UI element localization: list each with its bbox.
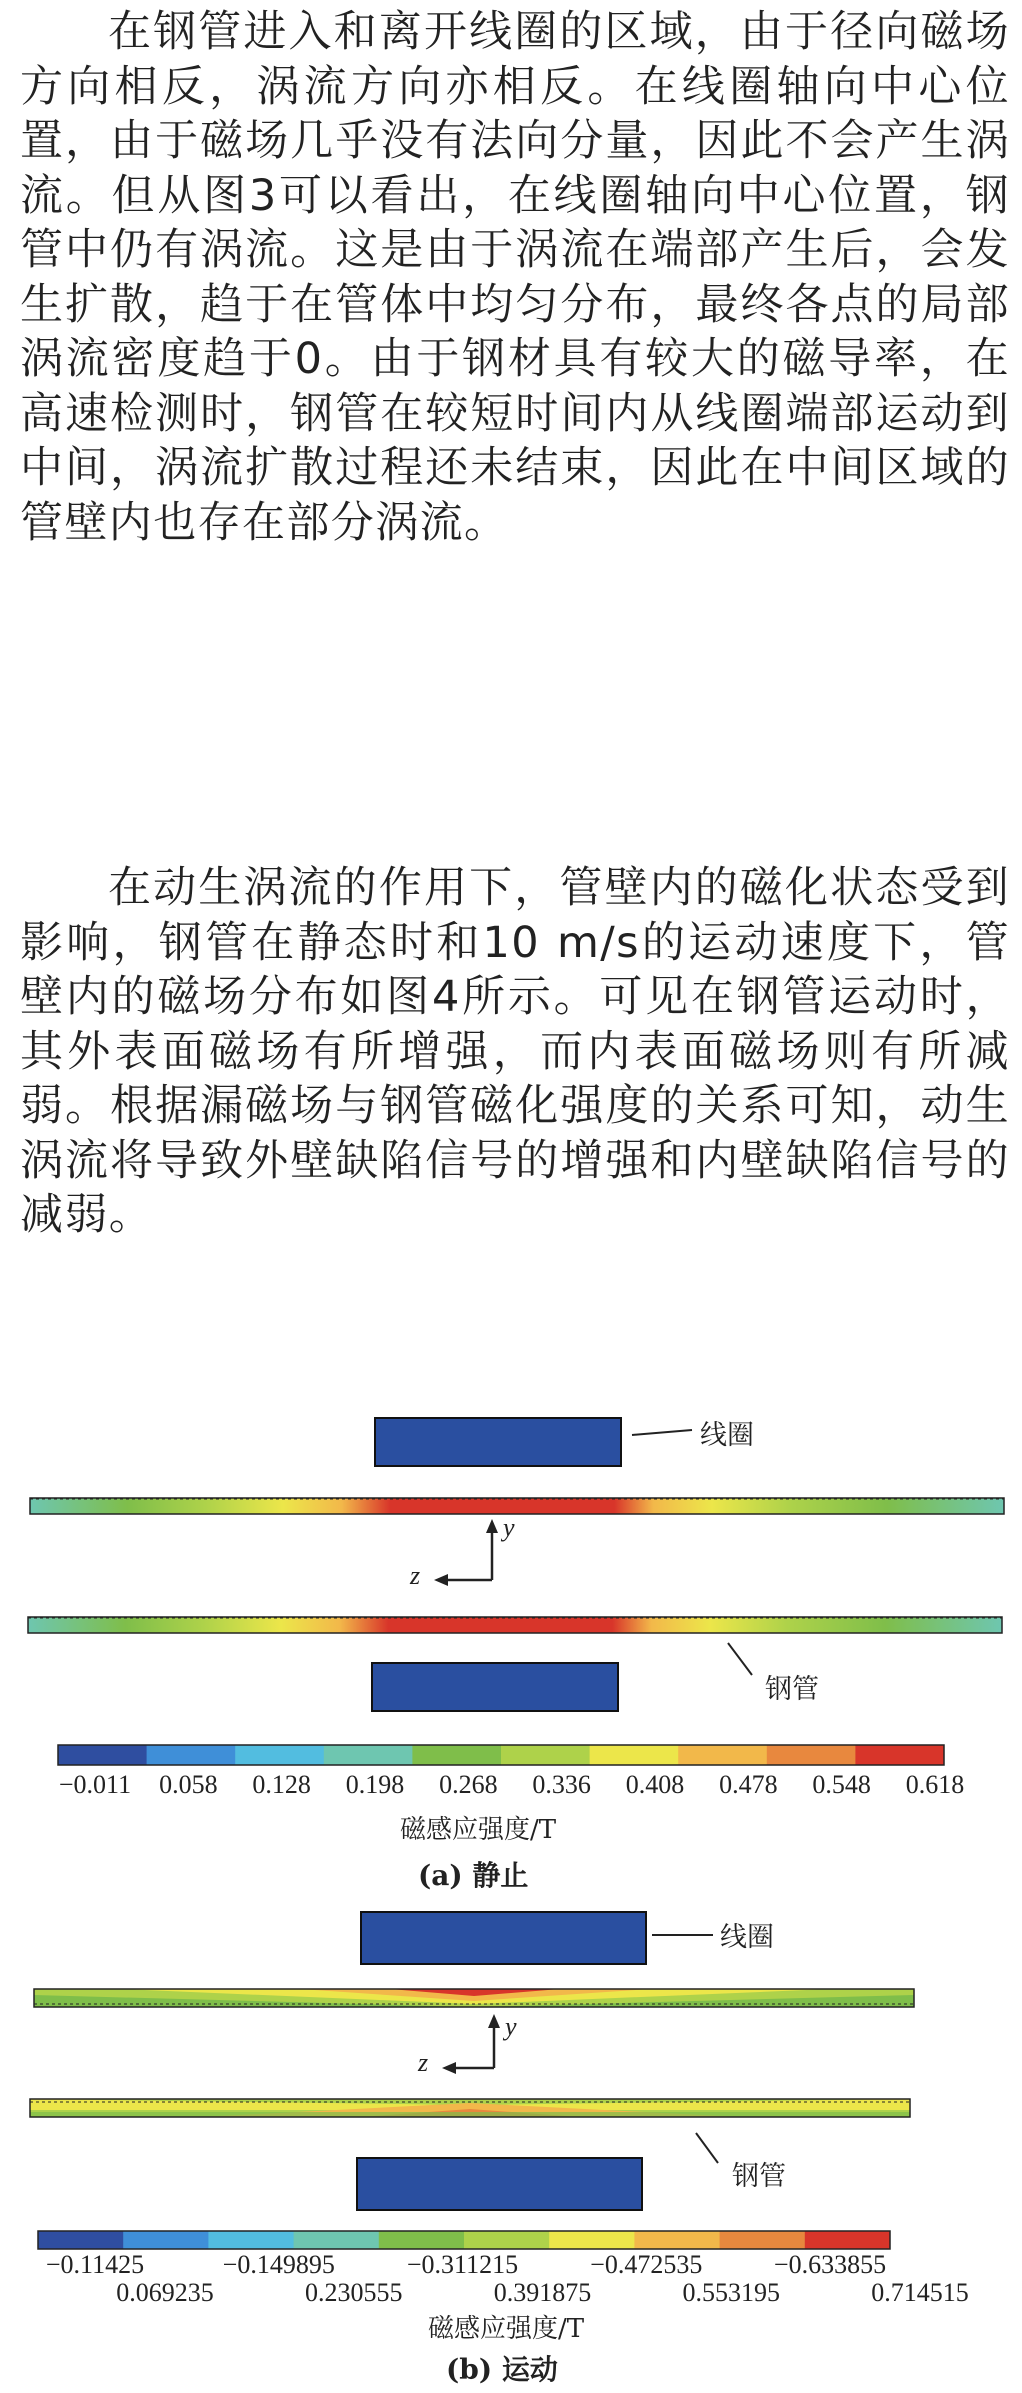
colorbar-segment (855, 1745, 944, 1765)
colorbar-a-tick-label: 0.336 (532, 1770, 591, 1799)
colorbar-segment (412, 1745, 501, 1765)
axis-y-label-a: y (503, 1513, 515, 1542)
pipe-label-a: 钢管 (765, 1674, 819, 1705)
colorbar-b (38, 2231, 891, 2249)
colorbar-segment (324, 1745, 413, 1765)
coil-bottom (372, 1663, 618, 1711)
caption-b-text: 运动 (501, 2353, 558, 2386)
colorbar-segment (235, 1745, 324, 1765)
pipe-label-b: 钢管 (732, 2161, 786, 2192)
colorbar-segment (38, 2231, 124, 2249)
pipe-wall-bottom-b (30, 2099, 910, 2117)
coil-label-b: 线圈 (720, 1922, 774, 1953)
colorbar-segment (464, 2231, 550, 2249)
axis-y-label-b: y (505, 2012, 517, 2041)
colorbar-b-bottom-tick-label: 0.714515 (871, 2278, 969, 2307)
colorbar-b-bottom-tick-label: 0.553195 (682, 2278, 780, 2307)
colorbar-a-tick-label: 0.478 (719, 1770, 778, 1799)
colorbar-b-top-tick-label: −0.633855 (773, 2250, 887, 2279)
colorbar-a-tick-label: 0.268 (439, 1770, 498, 1799)
figure-b (0, 1900, 1022, 2389)
colorbar-b-top-tick-label: −0.149895 (222, 2250, 335, 2279)
colorbar-segment (501, 1745, 590, 1765)
figure-b-caption (446, 2348, 558, 2388)
coil-top-b (361, 1912, 646, 1964)
colorbar-a-tick-label: 0.408 (625, 1770, 685, 1799)
colorbar-b-bottom-tick-label: 0.391875 (493, 2278, 592, 2307)
paragraph-2: 在动生涡流的作用下，管壁内的磁化状态受到影响，钢管在静态时和10 m/s的运动速度下，管壁内的磁场分布如图4所示。可见在钢管运动时，其外表面磁场有所增强，而内表面磁场则有所减弱。根据漏磁场与钢管磁化强度的关系可知，动生涡流将导致外壁缺陷信号的增强和内壁缺陷信号的减弱。 (20, 863, 1010, 1240)
colorbar-ticks-bottom-b (0, 2278, 1022, 2310)
colorbar-a-tick-label: 0.548 (812, 1770, 871, 1799)
colorbar-segment (767, 1745, 856, 1765)
colorbar-title-b: 磁感应强度/T (428, 2314, 585, 2344)
colorbar-segment (720, 2231, 806, 2249)
colorbar-segment (805, 2231, 891, 2249)
colorbar-segment (294, 2231, 380, 2249)
colorbar-segment (549, 2231, 635, 2249)
coil-top (375, 1418, 621, 1466)
figure-a (0, 1395, 1022, 1900)
colorbar-b-bottom-tick-label: 0.230555 (305, 2278, 403, 2307)
caption-a-text: 静止 (472, 1859, 529, 1892)
pipe-wall-top (30, 1498, 1004, 1514)
colorbar-segment (590, 1745, 679, 1765)
colorbar-b-bottom-tick-label: 0.069235 (116, 2278, 214, 2307)
axis-z-label-b: z (418, 2048, 429, 2077)
colorbar-a-tick-label: 0.618 (905, 1770, 965, 1799)
colorbar-a-tick-label: 0.058 (159, 1770, 218, 1799)
pipe-wall-top-b (34, 1989, 914, 2007)
colorbar-segment (147, 1745, 236, 1765)
paragraph-1: 在钢管进入和离开线圈的区域，由于径向磁场方向相反，涡流方向亦相反。在线圈轴向中心位置，由于磁场几乎没有法向分量，因此不会产生涡流。但从图3可以看出，在线圈轴向中心位置，钢管中仍有涡流。这是由于涡流在端部产生后，会发生扩散，趋于在管体中均匀分布，最终各点的局部涡流密度趋于0。由于钢材具有较大的磁导率，在高速检测时，钢管在较短时间内从线圈端部运动到中间，涡流扩散过程还未结束，因此在中间区域的管壁内也存在部分涡流。 (20, 7, 1010, 548)
colorbar-segment (678, 1745, 767, 1765)
colorbar-b-top-tick-label: −0.311215 (406, 2250, 519, 2279)
colorbar-segment (634, 2231, 720, 2249)
colorbar-b-top-tick-label: −0.11425 (45, 2250, 145, 2279)
colorbar-segment (208, 2231, 294, 2249)
caption-a-prefix: (a) (418, 1859, 463, 1892)
colorbar-segment (58, 1745, 147, 1765)
colorbar-title-a: 磁感应强度/T (400, 1815, 557, 1845)
figure-a-caption (418, 1854, 528, 1894)
colorbar-a-tick-label: 0.128 (252, 1770, 311, 1799)
axis-z-label-a: z (410, 1561, 421, 1590)
coil-bottom-b (357, 2158, 642, 2210)
colorbar-b-top-tick-label: −0.472535 (590, 2250, 703, 2279)
colorbar-a-tick-label: 0.198 (345, 1770, 405, 1799)
colorbar-segment (379, 2231, 465, 2249)
colorbar-a-tick-label: −0.011 (58, 1770, 132, 1799)
colorbar-a (58, 1745, 945, 1765)
colorbar-ticks-a (0, 1770, 1022, 1806)
caption-b-prefix: (b) (446, 2353, 493, 2386)
pipe-wall-bottom (28, 1617, 1002, 1633)
coil-label-a: 线圈 (700, 1420, 754, 1451)
colorbar-segment (123, 2231, 209, 2249)
